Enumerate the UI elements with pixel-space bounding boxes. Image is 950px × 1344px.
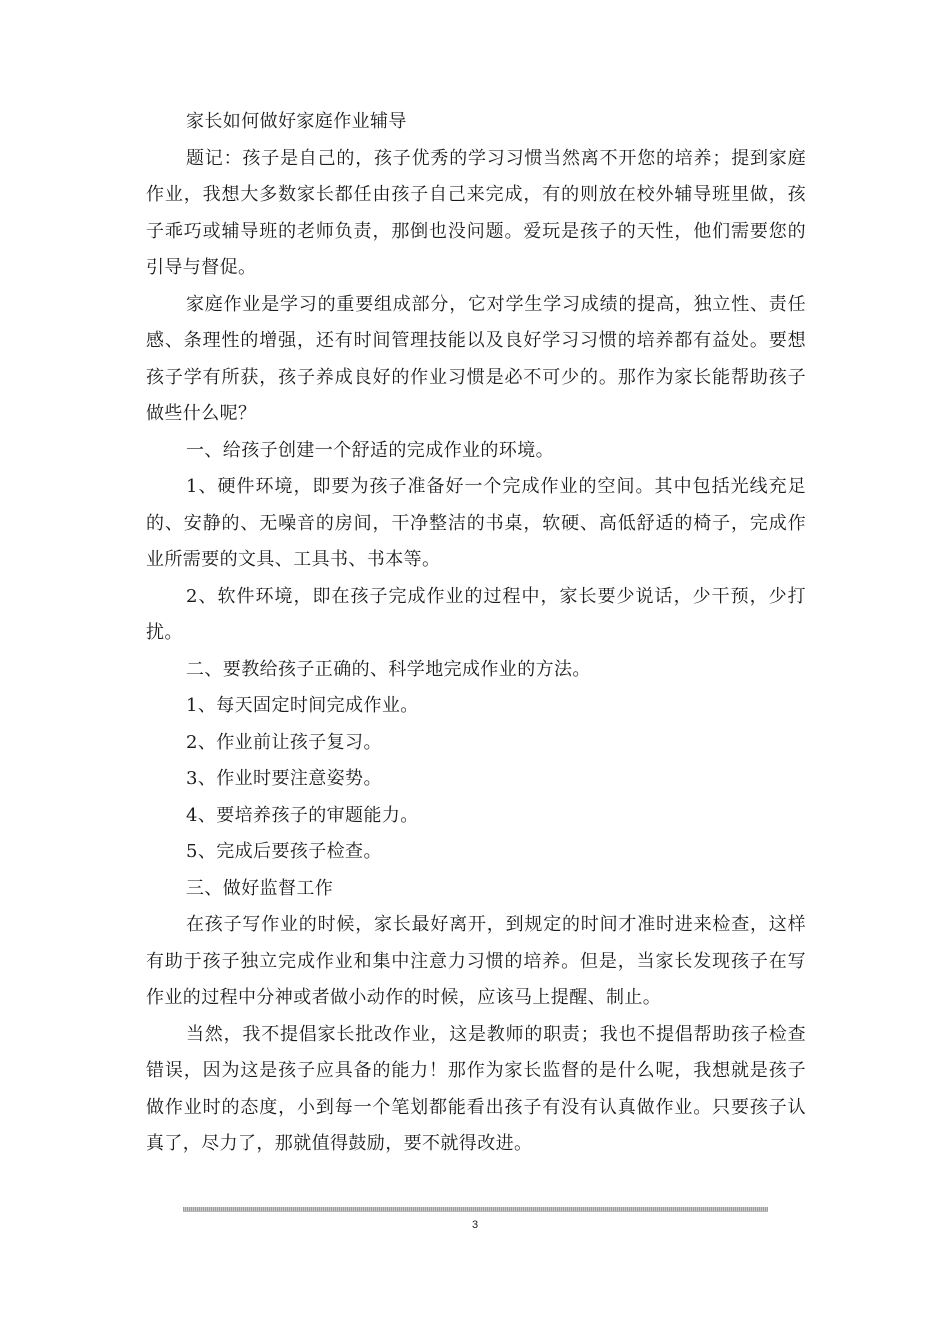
list-item: 3、作业时要注意姿势。 [186,768,382,789]
list-item: 1、每天固定时间完成作业。 [186,695,419,716]
section-heading-supervision: 三、做好监督工作 [186,877,334,899]
section-heading-environment: 一、给孩子创建一个舒适的完成作业的环境。 [186,439,554,461]
paragraph-hardware: 1、硬件环境，即要为孩子准备好一个完成作业的空间。其中包括光线充足的、安静的、无噪音的房间，干净整洁的书桌，软硬、高低舒适的椅子，完成作业所需要的文具、工具书、书本等。 [146,476,806,570]
paragraph-intro: 家庭作业是学习的重要组成部分，它对学生学习成绩的提高，独立性、责任感、条理性的增强，还有时间管理技能以及良好学习习惯的培养都有益处。要想孩子学有所获，孩子养成良好的作业习惯是必不可少的。那作为家长能帮助孩子做些什么呢？ [146,293,806,424]
paragraph-software: 2、软件环境，即在孩子完成作业的过程中，家长要少说话，少干预，少打扰。 [146,585,806,643]
section-heading-method: 二、要教给孩子正确的、科学地完成作业的方法。 [186,658,591,680]
document-title: 家长如何做好家庭作业辅导 [186,111,407,132]
paragraph-conclusion: 当然，我不提倡家长批改作业，这是教师的职责；我也不提倡帮助孩子检查错误，因为这是孩子应具备的能力！那作为家长监督的是什么呢，我想就是孩子做作业时的态度，小到每一个笔划都能看出孩子有没有认真做作业。只要孩子认真了，尽力了，那就值得鼓励，要不就得改进。 [146,1023,806,1154]
document-body [146,104,806,1163]
paragraph-supervision: 在孩子写作业的时候，家长最好离开，到规定的时间才准时进来检查，这样有助于孩子独立完成作业和集中注意力习惯的培养。但是，当家长发现孩子在写作业的过程中分神或者做小动作的时候，应该马上提醒、制止。 [146,914,806,1008]
paragraph-foreword: 题记：孩子是自己的，孩子优秀的学习习惯当然离不开您的培养；提到家庭作业，我想大多数家长都任由孩子自己来完成，有的则放在校外辅导班里做，孩子乖巧或辅导班的老师负责，那倒也没问题。爱玩是孩子的天性，他们需要您的引导与督促。 [146,147,806,278]
page-number: 3 [471,1219,479,1231]
list-item: 2、作业前让孩子复习。 [186,731,382,753]
list-item: 5、完成后要孩子检查。 [186,841,382,862]
footer-divider [183,1207,768,1211]
list-item: 4、要培养孩子的审题能力。 [186,804,419,826]
